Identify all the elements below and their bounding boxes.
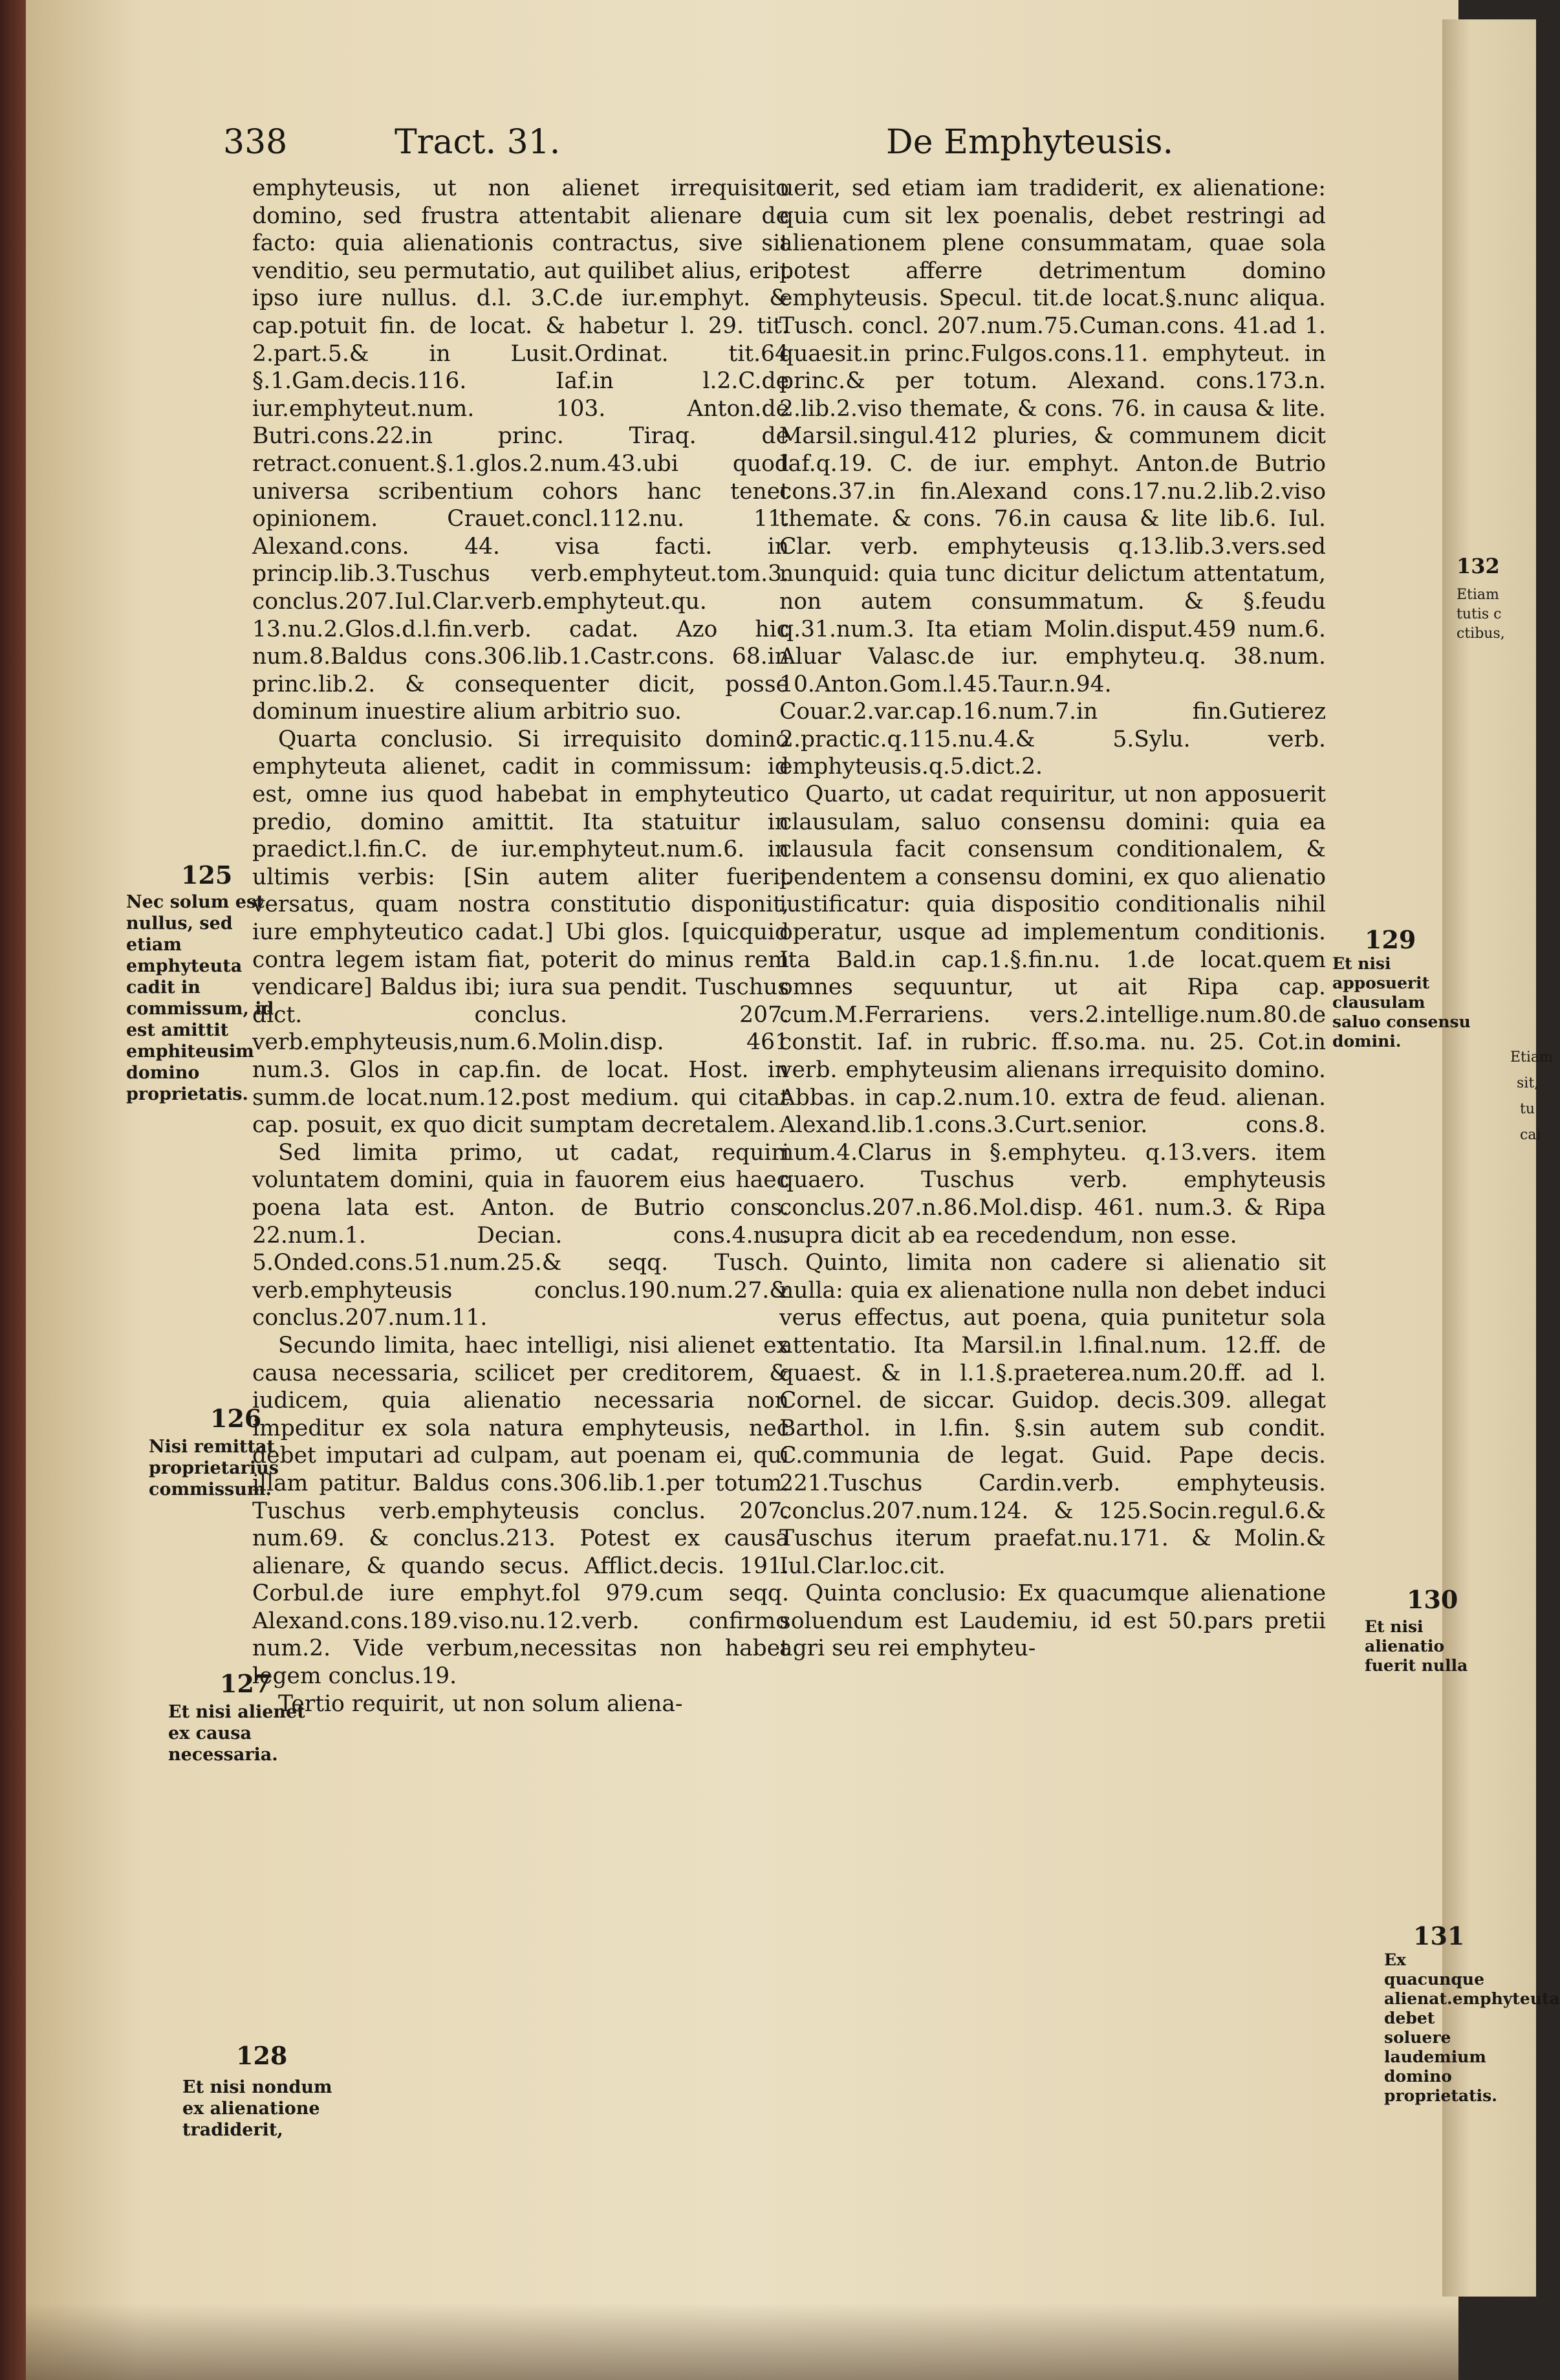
paragraph: Tertio requirit, ut non solum aliena-	[278, 1690, 683, 1717]
margin-note-number: 130	[1407, 1585, 1458, 1614]
page-title: De Emphyteusis.	[886, 123, 1174, 162]
facing-page-line: Etiam	[1510, 1049, 1553, 1065]
margin-note: Ex quacunque alienat.emphyteuta debet soluere laudemium domino proprietatis.	[1384, 1950, 1560, 2105]
left-text-column	[252, 175, 789, 1718]
margin-note: Et nisi alienet ex causa necessaria.	[168, 1702, 305, 1765]
paragraph: Quarto, ut cadat requiritur, ut non apposuerit clausulam, saluo consensu domini: quia ea clausula facit consensum conditionalem, & pendentem a consensu domini, ex quo alienatio iustificatur: quia dispositio conditionalis nihil operatur, usque ad implementum conditionis. Ita Bald.in cap.1.§.fin.nu. 1.de locat.quem omnes sequuntur, ut ait Ripa cap. cum.M.Ferrariens. vers.2.intellige.num.80.de constit. Iaf. in rubric. ff.so.ma. nu. 25. Cot.in verb. emphyteusim alienans irrequisito domino. Abbas. in cap.2.num.10. extra de feud. alienan. Alexand.lib.1.cons.3.Curt.senior. cons.8. num.4.Clarus in §.emphyteu. q.13.vers. item quaero. Tuschus verb. emphyteusis conclus.207.n.86.Mol.disp. 461. num.3. & Ripa supra dicit ab ea recedendum, non esse.	[779, 781, 1326, 1249]
paragraph: emphyteusis, ut non alienet irrequisito domino, sed frustra attentabit alienare de facto: quia alienationis contractus, sive sit venditio, seu permutatio, aut quilibet alius, erit ipso iure nullus. d.l. 3.C.de iur.emphyt. & cap.potuit fin. de locat. & habetur l. 29. tit. 2.part.5.& in Lusit.Ordinat. tit.64 §.1.Gam.decis.116. Iaf.in l.2.C.de iur.emphyteut.num. 103. Anton.de Butri.cons.22.in princ. Tiraq. de retract.conuent.§.1.glos.2.num.43.ubi quod universa scribentium cohors hanc tenet opinionem. Crauet.concl.112.nu. 11. Alexand.cons. 44. visa facti. in princip.lib.3.Tuschus verb.emphyteut.tom.3. conclus.207.Iul.Clar.verb.emphyteut.qu. 13.nu.2.Glos.d.l.fin.verb. cadat. Azo hic num.8.Baldus cons.306.lib.1.Castr.cons. 68.in princ.lib.2. & consequenter dicit, posse dominum inuestire alium arbitrio suo.	[252, 175, 789, 725]
margin-note: Et nisi apposuerit clausulam saluo consensu domini.	[1332, 954, 1471, 1051]
facing-page-line: tu	[1520, 1101, 1535, 1117]
page-number: 338	[223, 123, 288, 162]
paragraph: Quinto, limita non cadere si alienatio sit nulla: quia ex alienatione nulla non debet induci verus effectus, aut poena, quia punitetur sola attentatio. Ita Marsil.in l.final.num. 12.ff. de quaest. & in l.1.§.praeterea.num.20.ff. ad l. Cornel. de siccar. Guidop. decis.309. allegat Barthol. in l.fin. §.sin autem sub condit. C.communia de legat. Guid. Pape decis. 221.Tuschus Cardin.verb. emphyteusis. conclus.207.num.124. & 125.Socin.regul.6.& Tuschus iterum praefat.nu.171. & Molin.& Iul.Clar.loc.cit.	[779, 1250, 1326, 1579]
paragraph: Sed limita primo, ut cadat, requiri voluntatem domini, quia in fauorem eius haec poena lata est. Anton. de Butrio cons. 22.num.1. Decian. cons.4.nu. 5.Onded.cons.51.num.25.& seqq. Tusch. verb.emphyteusis conclus.190.num.27.& conclus.207.num.11.	[252, 1139, 789, 1331]
facing-page-line: tutis c	[1457, 606, 1502, 622]
facing-page-line: cai	[1520, 1127, 1541, 1143]
facing-page-line: ctibus,	[1457, 626, 1505, 642]
margin-note-number: 125	[181, 860, 233, 890]
margin-note: Nisi remittat proprietarius commissum.	[149, 1437, 279, 1500]
facing-page-line: Etiam	[1457, 587, 1499, 603]
paragraph: Secundo limita, haec intelligi, nisi alienet ex causa necessaria, scilicet per creditorem, & iudicem, quia alienatio necessaria non impeditur ex sola natura emphyteusis, nec debet imputari ad culpam, aut poenam ei, qui illam patitur. Baldus cons.306.lib.1.per totum. Tuschus verb.emphyteusis conclus. 207. num.69. & conclus.213. Potest ex causa alienare, & quando secus. Afflict.decis. 191. Corbul.de iure emphyt.fol 979.cum seqq. Alexand.cons.189.viso.nu.12.verb. confirmo num.2. Vide verbum,necessitas non habet legem conclus.19.	[252, 1332, 789, 1690]
tract-label: Tract. 31.	[395, 123, 561, 162]
margin-note: Et nisi nondum ex alienatione tradiderit,	[182, 2077, 332, 2140]
facing-page-line: sit,	[1517, 1075, 1539, 1091]
page-bottom-shadow	[26, 2303, 1458, 2380]
margin-note-number: 126	[210, 1404, 262, 1433]
paragraph: uerit, sed etiam iam tradiderit, ex alienatione: quia cum sit lex poenalis, debet restringi ad alienationem plene consummatam, quae sola potest afferre detrimentum domino emphyteusis. Specul. tit.de locat.§.nunc aliqua. Tusch. concl. 207.num.75.Cuman.cons. 41.ad 1. quaesit.in princ.Fulgos.cons.11. emphyteut. in princ.& per totum. Alexand. cons.173.n. 2.lib.2.viso themate, & cons. 76. in causa & lite. Marsil.singul.412 pluries, & communem dicit Iaf.q.19. C. de iur. emphyt. Anton.de Butrio cons.37.in fin.Alexand cons.17.nu.2.lib.2.viso themate. & cons. 76.in causa & lite lib.6. Iul. Clar. verb. emphyteusis q.13.lib.3.vers.sed nunquid: quia tunc dicitur delictum attentatum, non autem consummatum. & §.feudu q.31.num.3. Ita etiam Molin.disput.459 num.6. Aluar Valasc.de iur. emphyteu.q. 38.num. 10.Anton.Gom.l.45.Taur.n.94. Couar.2.var.cap.16.num.7.in fin.Gutierez 2.practic.q.115.nu.4.& 5.Sylu. verb. emphyteusis.q.5.dict.2.	[779, 175, 1326, 780]
facing-page-number: 132	[1457, 554, 1500, 578]
paragraph: Quinta conclusio: Ex quacumque alienatione soluendum est Laudemiu, id est 50.pars pretii agri seu rei emphyteu-	[779, 1580, 1326, 1662]
right-text-column	[779, 175, 1326, 1663]
margin-note-number: 129	[1365, 925, 1416, 954]
margin-note-number: 128	[236, 2041, 288, 2070]
margin-note: Et nisi alienatio fuerit nulla	[1365, 1617, 1468, 1675]
running-header	[223, 123, 1174, 175]
margin-note-number: 131	[1413, 1921, 1465, 1950]
margin-note: Nec solum est nullus, sed etiam emphyteuta cadit in commissum, id est amittit emphiteusim domino proprietatis.	[126, 892, 274, 1104]
margin-note-number: 127	[220, 1669, 272, 1698]
paragraph: Quarta conclusio. Si irrequisito domino emphyteuta alienet, cadit in commissum: id est, omne ius quod habebat in emphyteutico predio, domino amittit. Ita statuitur in praedict.l.fin.C. de iur.emphyteut.num.6. in ultimis verbis: [Sin autem aliter fuerit versatus, quam nostra constitutio disponit, iure emphyteutico cadat.] Ubi glos. [quicquid contra legem istam fiat, poterit do minus rem vendicare] Baldus ibi; iura sua pendit. Tuschus dict. conclus. 207. verb.emphyteusis,num.6.Molin.disp. 461 num.3. Glos in cap.fin. de locat. Host. in summ.de locat.num.12.post medium. qui citat cap. posuit, ex quo dicit sumptam decretalem.	[252, 726, 789, 1139]
